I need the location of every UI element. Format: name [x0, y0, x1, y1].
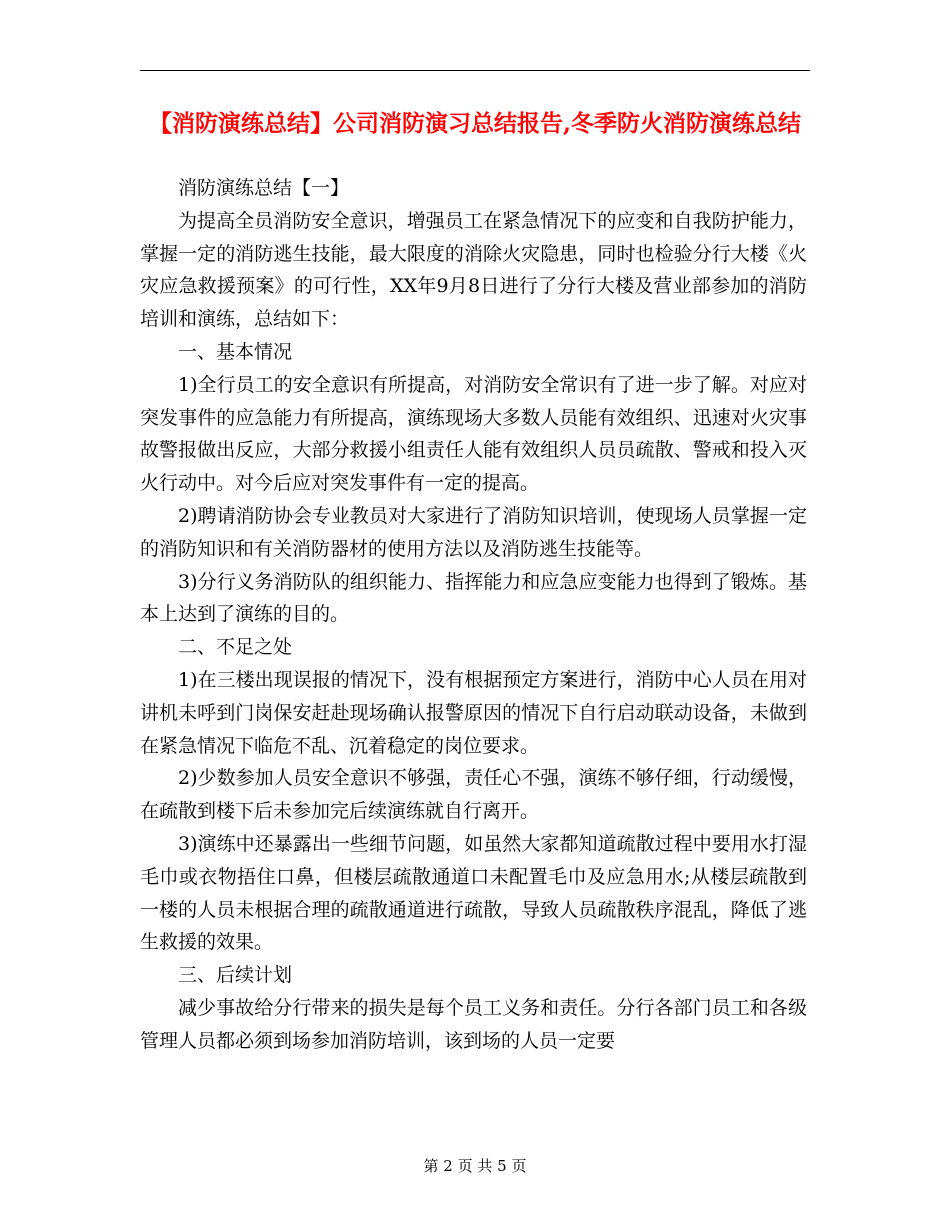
body-paragraph: 1)在三楼出现误报的情况下，没有根据预定方案进行，消防中心人员在用对讲机未呼到门岗保安赶赴现场确认报警原因的情况下自行启动联动设备，未做到在紧急情况下临危不乱、沉着稳定的岗位要求。: [140, 668, 807, 757]
header-rule: [140, 70, 810, 71]
body-paragraph: 3)分行义务消防队的组织能力、指挥能力和应急应变能力也得到了锻炼。基本上达到了演练的目的。: [140, 570, 807, 626]
document-body: [140, 172, 807, 1058]
page-number-footer: 第 2 页 共 5 页: [423, 1157, 527, 1175]
section-heading: 二、不足之处: [178, 636, 293, 659]
body-paragraph: 2)少数参加人员安全意识不够强，责任心不强，演练不够仔细，行动缓慢，在疏散到楼下后未参加完后续演练就自行离开。: [140, 767, 807, 823]
body-paragraph: 为提高全员消防安全意识，增强员工在紧急情况下的应变和自我防护能力，掌握一定的消防逃生技能，最大限度的消除火灾隐患，同时也检验分行大楼《火灾应急救援预案》的可行性，XX年9月8日进行了分行大楼及营业部参加的消防培训和演练，总结如下：: [140, 209, 807, 331]
body-paragraph: 1)全行员工的安全意识有所提高，对消防安全常识有了进一步了解。对应对突发事件的应急能力有所提高，演练现场大多数人员能有效组织、迅速对火灾事故警报做出反应，大部分救援小组责任人能有效组织人员员疏散、警戒和投入灭火行动中。对今后应对突发事件有一定的提高。: [140, 373, 807, 495]
document-title: 【消防演练总结】公司消防演习总结报告,冬季防火消防演练总结: [148, 110, 801, 137]
body-paragraph: 3)演练中还暴露出一些细节问题，如虽然大家都知道疏散过程中要用水打湿毛巾或衣物捂住口鼻，但楼层疏散通道口未配置毛巾及应急用水;从楼层疏散到一楼的人员未根据合理的疏散通道进行疏散，导致人员疏散秩序混乱，降低了逃生救援的效果。: [140, 832, 807, 954]
section-heading: 三、后续计划: [178, 964, 293, 987]
section-heading: 一、基本情况: [178, 340, 293, 363]
body-paragraph: 减少事故给分行带来的损失是每个员工义务和责任。分行各部门员工和各级管理人员都必须到场参加消防培训，该到场的人员一定要: [140, 996, 807, 1052]
section-heading: 消防演练总结【一】: [178, 177, 350, 199]
body-paragraph: 2)聘请消防协会专业教员对大家进行了消防知识培训，使现场人员掌握一定的消防知识和有关消防器材的使用方法以及消防逃生技能等。: [140, 504, 807, 560]
